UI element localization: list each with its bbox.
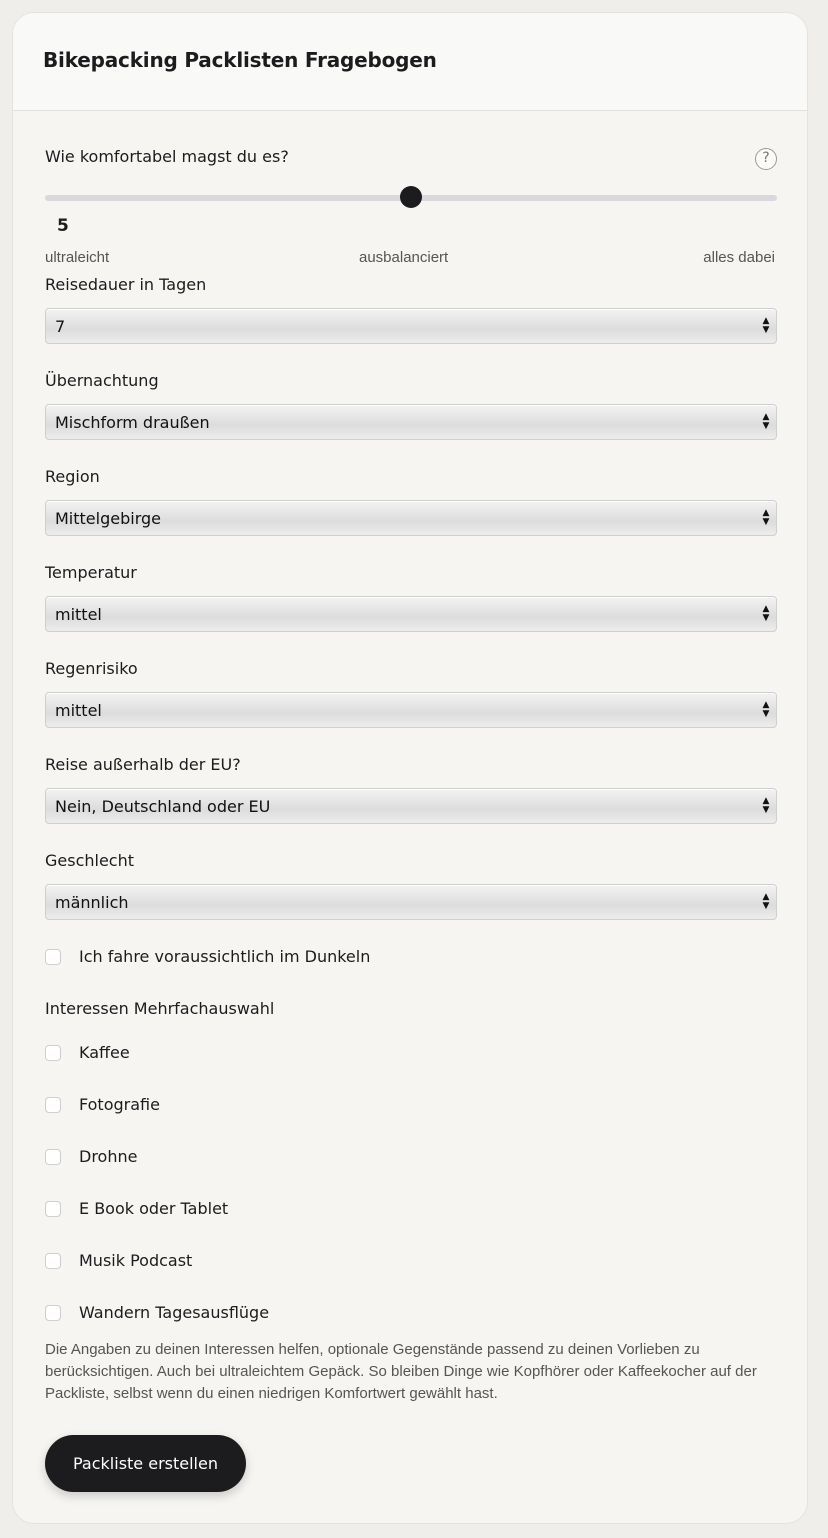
comfort-caption-right: alles dabei [703, 249, 775, 266]
interest-checkbox-ebook[interactable] [45, 1201, 61, 1217]
select-arrows-icon: ▲ ▼ [762, 700, 770, 719]
gender-label: Geschlecht [45, 851, 135, 870]
help-icon[interactable]: ? [755, 148, 777, 170]
form-title: Bikepacking Packlisten Fragebogen [43, 48, 437, 72]
interest-label-hiking[interactable]: Wandern Tagesausflüge [79, 1303, 270, 1322]
duration-select-value: 7 [55, 317, 66, 336]
comfort-caption-center: ausbalanciert [359, 249, 449, 266]
gender-select-value: männlich [55, 893, 129, 912]
interest-checkbox-drone[interactable] [45, 1149, 61, 1165]
comfort-question: Wie komfortabel magst du es? [45, 147, 289, 166]
temperature-select-value: mittel [55, 605, 102, 624]
interest-checkbox-music[interactable] [45, 1253, 61, 1269]
overnight-select[interactable] [45, 404, 777, 440]
temperature-label: Temperatur [45, 563, 137, 582]
interest-checkbox-photography[interactable] [45, 1097, 61, 1113]
select-arrows-icon: ▲ ▼ [762, 412, 770, 431]
select-arrows-icon: ▲ ▼ [762, 316, 770, 335]
select-arrows-icon: ▲ ▼ [762, 796, 770, 815]
comfort-value: 5 [57, 216, 69, 236]
select-arrows-icon: ▲ ▼ [762, 604, 770, 623]
outside-eu-label: Reise außerhalb der EU? [45, 755, 241, 774]
select-arrows-icon: ▲ ▼ [762, 508, 770, 527]
overnight-select-value: Mischform draußen [55, 413, 210, 432]
duration-label: Reisedauer in Tagen [45, 275, 207, 294]
questionnaire-card [12, 12, 808, 1524]
overnight-label: Übernachtung [45, 371, 159, 390]
rain-label: Regenrisiko [45, 659, 138, 678]
rain-select[interactable] [45, 692, 777, 728]
interests-heading: Interessen Mehrfachauswahl [45, 999, 275, 1018]
interest-label-music[interactable]: Musik Podcast [79, 1251, 193, 1270]
region-select-value: Mittelgebirge [55, 509, 161, 528]
region-select[interactable] [45, 500, 777, 536]
interest-label-coffee[interactable]: Kaffee [79, 1043, 130, 1062]
interest-label-photography[interactable]: Fotografie [79, 1095, 160, 1114]
interest-label-drone[interactable]: Drohne [79, 1147, 138, 1166]
region-label: Region [45, 467, 100, 486]
comfort-caption-left: ultraleicht [45, 249, 110, 266]
duration-select[interactable] [45, 308, 777, 344]
gender-select[interactable] [45, 884, 777, 920]
interests-hint: Die Angaben zu deinen Interessen helfen, optionale Gegenstände passend zu deinen Vorlieben zu berücksichtigen. Auch bei ultraleichtem Gepäck. So bleiben Dinge wie Kopfhörer oder Kaffeekocher auf der Packliste, selbst wenn du einen niedrigen Komfortwert gewählt hast. [45, 1341, 757, 1402]
interest-checkbox-hiking[interactable] [45, 1305, 61, 1321]
comfort-slider-thumb[interactable] [400, 186, 422, 208]
interest-label-ebook[interactable]: E Book oder Tablet [79, 1199, 229, 1218]
interest-checkbox-coffee[interactable] [45, 1045, 61, 1061]
rain-select-value: mittel [55, 701, 102, 720]
create-packlist-button[interactable]: Packliste erstellen [45, 1435, 246, 1492]
outside-eu-select-value: Nein, Deutschland oder EU [55, 797, 271, 816]
dark-checkbox-label[interactable]: Ich fahre voraussichtlich im Dunkeln [79, 947, 371, 966]
select-arrows-icon: ▲ ▼ [762, 892, 770, 911]
temperature-select[interactable] [45, 596, 777, 632]
dark-checkbox[interactable] [45, 949, 61, 965]
card-header [13, 13, 807, 111]
outside-eu-select[interactable] [45, 788, 777, 824]
